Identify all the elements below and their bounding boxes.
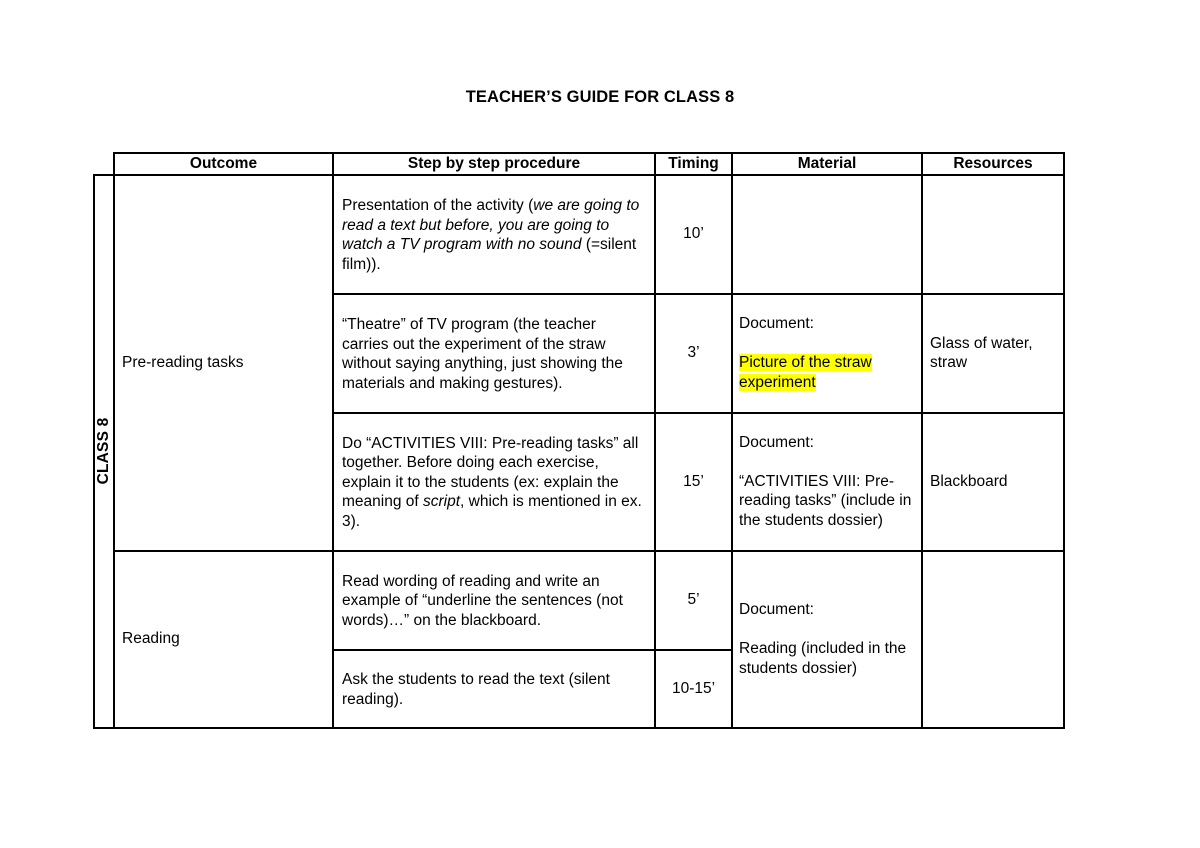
timing-presentation: 10’: [655, 175, 732, 294]
outcome-reading: Reading: [114, 551, 333, 728]
class-label: CLASS 8: [95, 417, 113, 485]
material-activities: Document: “ACTIVITIES VIII: Pre-reading tasks” (include in the students dossier): [732, 413, 922, 551]
material-presentation: [732, 175, 922, 294]
resources-presentation: [922, 175, 1064, 294]
timing-silent-reading: 10-15’: [655, 650, 732, 728]
timing-read-wording: 5’: [655, 551, 732, 650]
procedure-silent-reading: Ask the students to read the text (silent reading).: [333, 650, 655, 728]
header-timing: Timing: [655, 153, 732, 175]
timing-theatre: 3’: [655, 294, 732, 413]
resources-activities: Blackboard: [922, 413, 1064, 551]
header-outcome: Outcome: [114, 153, 333, 175]
header-resources: Resources: [922, 153, 1064, 175]
resources-theatre: Glass of water, straw: [922, 294, 1064, 413]
class-label-cell: [94, 175, 114, 728]
procedure-activities: Do “ACTIVITIES VIII: Pre-reading tasks” all together. Before doing each exercise, explain it to the students (ex: explain the meaning of script, which is mentioned in ex. 3).: [333, 413, 655, 551]
material-theatre: Document: Picture of the straw experiment: [732, 294, 922, 413]
table-row: [94, 175, 1064, 294]
teacher-guide-table: [93, 152, 1065, 729]
highlighted-material: Picture of the straw experiment: [739, 354, 872, 391]
header-material: Material: [732, 153, 922, 175]
header-procedure: Step by step procedure: [333, 153, 655, 175]
outcome-pre-reading: Pre-reading tasks: [114, 175, 333, 551]
header-spacer: [94, 153, 114, 175]
table-row: [94, 551, 1064, 650]
procedure-read-wording: Read wording of reading and write an example of “underline the sentences (not words)…” on the blackboard.: [333, 551, 655, 650]
procedure-presentation: Presentation of the activity (we are going to read a text but before, you are going to watch a TV program with no sound (=silent film)).: [333, 175, 655, 294]
procedure-theatre: “Theatre” of TV program (the teacher carries out the experiment of the straw without saying anything, just showing the materials and making gestures).: [333, 294, 655, 413]
timing-activities: 15’: [655, 413, 732, 551]
material-reading: Document: Reading (included in the students dossier): [732, 551, 922, 728]
page-title: TEACHER’S GUIDE FOR CLASS 8: [465, 88, 735, 106]
table-header-row: [94, 153, 1064, 175]
resources-reading: [922, 551, 1064, 728]
